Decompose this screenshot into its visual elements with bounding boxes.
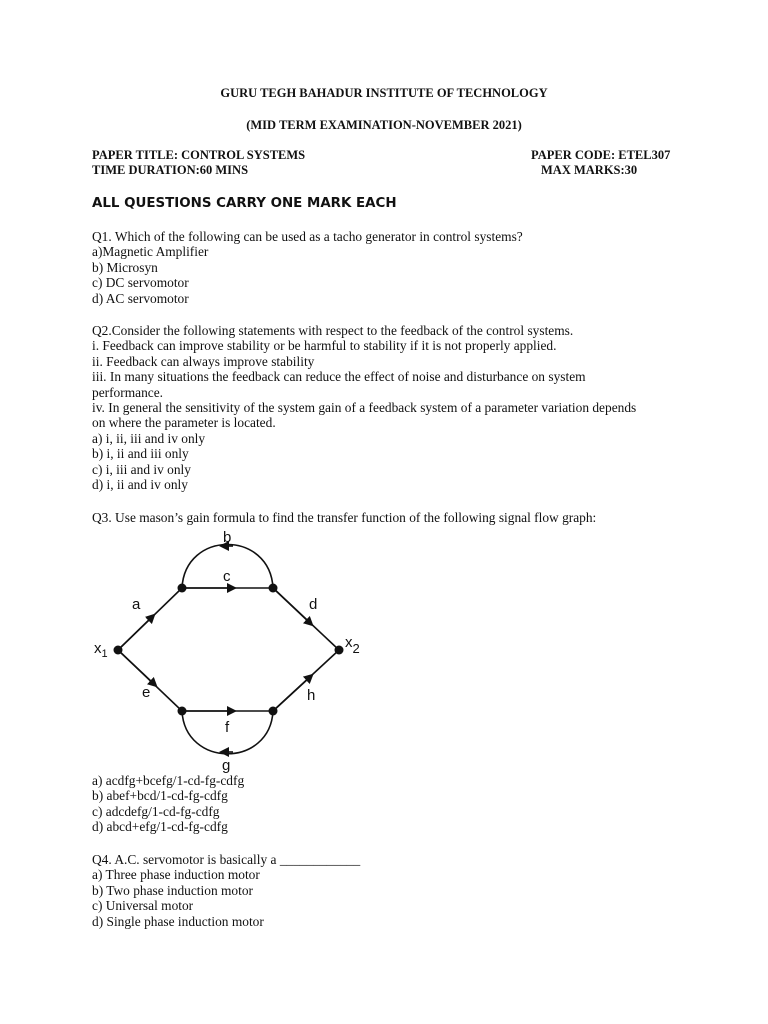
branch-d-arrow [273, 588, 310, 623]
question-2-option-b: b) i, ii and iii only [92, 446, 189, 462]
question-1-option-b: b) Microsyn [92, 259, 158, 275]
node-3 [178, 707, 187, 716]
question-1-option-d: d) AC servomotor [92, 290, 189, 306]
question-2-statement-ii: ii. Feedback can always improve stability [92, 353, 315, 369]
branch-a-arrow [118, 617, 152, 650]
node-1 [178, 584, 187, 593]
label-c: c [223, 568, 231, 585]
node-2 [269, 584, 278, 593]
question-3-option-c: c) adcdefg/1-cd-fg-cdfg [92, 803, 220, 819]
question-3-options [92, 773, 244, 835]
question-2-option-d: d) i, ii and iv only [92, 477, 188, 493]
label-b: b [223, 529, 232, 546]
question-1-option-a: a)Magnetic Amplifier [92, 244, 209, 260]
question-3-text: Q3. Use mason’s gain formula to find the transfer function of the following signal flow graph: [92, 510, 597, 525]
institute-title: GURU TEGH BAHADUR INSTITUTE OF TECHNOLOGY [220, 86, 548, 100]
question-1-option-c: c) DC servomotor [92, 275, 189, 291]
label-e: e [142, 684, 151, 701]
question-2 [92, 323, 636, 492]
question-2-statement-iii: iii. In many situations the feedback can reduce the effect of noise and disturbance on system [92, 369, 586, 385]
time-duration: TIME DURATION:60 MINS [92, 163, 249, 177]
max-marks: MAX MARKS:30 [541, 163, 638, 177]
node-4 [269, 707, 278, 716]
label-x1-main: x [94, 640, 102, 657]
label-g: g [222, 757, 231, 774]
question-2-option-a: a) i, ii, iii and iv only [92, 430, 206, 446]
question-2-option-c: c) i, iii and iv only [92, 461, 191, 477]
question-4 [92, 852, 360, 929]
question-2-statement-iv: iv. In general the sensitivity of the system gain of a feedback system of a parameter variation depends [92, 400, 637, 416]
question-2-statement-i: i. Feedback can improve stability or be harmful to stability if it is not properly applied. [92, 338, 557, 354]
signal-flow-graph [0, 520, 400, 776]
question-3-option-b: b) abef+bcd/1-cd-fg-cdfg [92, 788, 228, 804]
paper-title: PAPER TITLE: CONTROL SYSTEMS [92, 148, 306, 162]
question-2-text: Q2.Consider the following statements with respect to the feedback of the control systems. [92, 323, 574, 338]
question-3-option-d: d) abcd+efg/1-cd-fg-cdfg [92, 819, 228, 835]
question-1-text: Q1. Which of the following can be used as a tacho generator in control systems? [92, 229, 523, 244]
branch-h-arrow [273, 677, 310, 711]
question-3-option-a: a) acdfg+bcefg/1-cd-fg-cdfg [92, 773, 245, 788]
question-4-option-b: b) Two phase induction motor [92, 882, 253, 898]
label-x1-sub: 1 [101, 648, 108, 660]
label-x2-sub: 2 [352, 641, 360, 656]
label-d: d [309, 596, 318, 613]
question-2-statement-iv-cont: on where the parameter is located. [92, 415, 276, 431]
question-2-statement-iii-cont: performance. [92, 384, 164, 400]
label-a: a [132, 596, 141, 613]
instruction-heading: ALL QUESTIONS CARRY ONE MARK EACH [92, 196, 397, 211]
node-x2 [335, 646, 344, 655]
branch-e-arrow [118, 650, 154, 684]
question-4-option-d: d) Single phase induction motor [92, 913, 264, 929]
question-4-option-a: a) Three phase induction motor [92, 867, 260, 883]
exam-title: (MID TERM EXAMINATION-NOVEMBER 2021) [246, 118, 522, 132]
label-f: f [225, 719, 230, 736]
label-x2 [345, 634, 360, 656]
paper-code: PAPER CODE: ETEL307 [531, 148, 671, 162]
question-1 [92, 229, 523, 306]
question-4-option-c: c) Universal motor [92, 898, 194, 914]
label-x1 [94, 640, 108, 660]
node-x1 [114, 646, 123, 655]
question-4-text: Q4. A.C. servomotor is basically a ____________ [92, 852, 361, 867]
label-h: h [307, 687, 316, 704]
label-x2-main: x [345, 634, 353, 651]
